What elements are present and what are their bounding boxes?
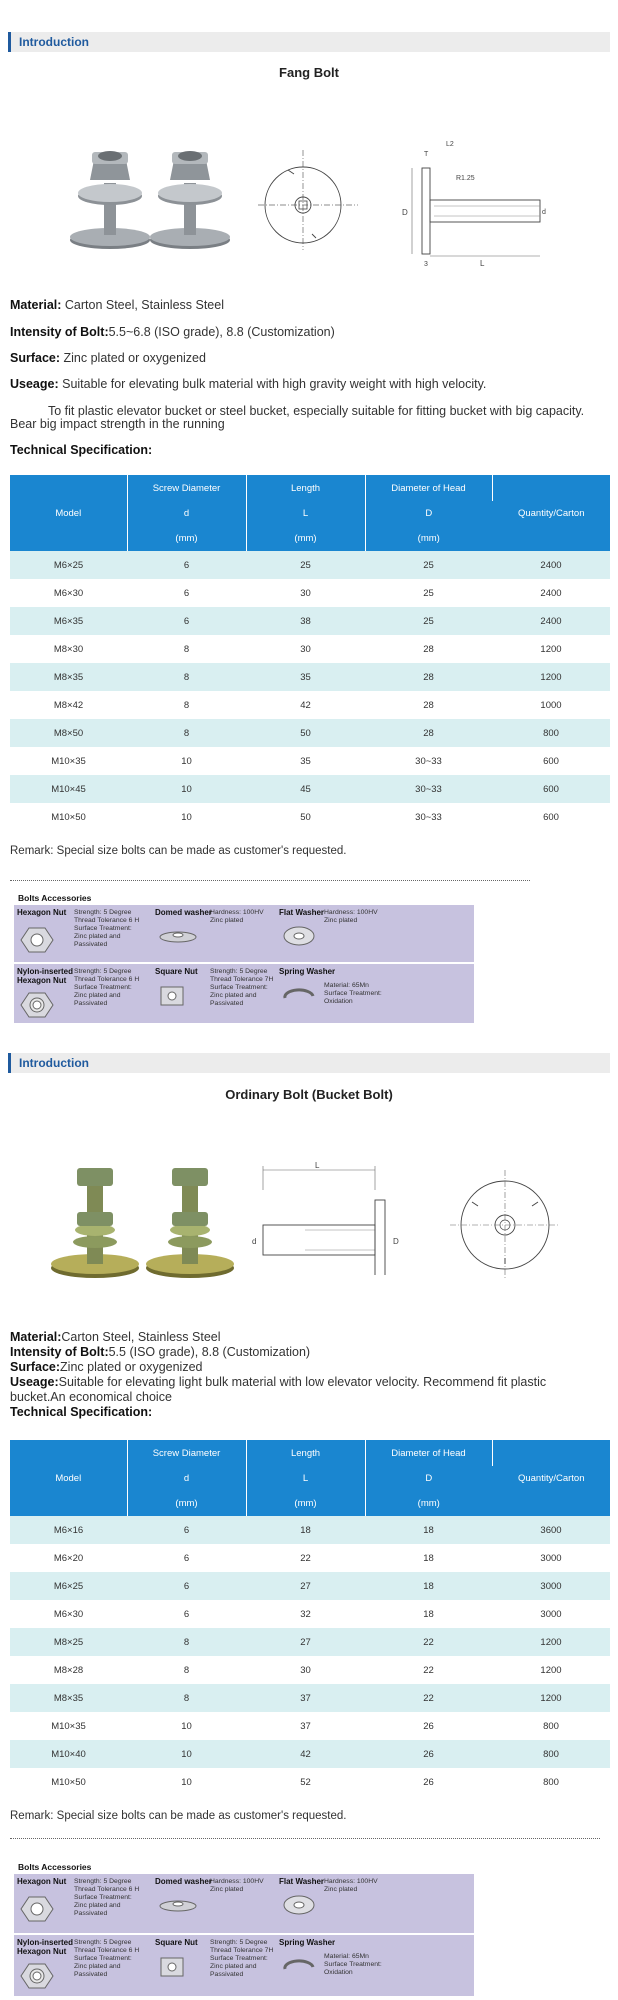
accessory-description [324, 909, 378, 925]
accessory-name: Hexagon Nut [17, 1877, 67, 1886]
accessory-name: Nylon-inserted Hexagon Nut [17, 967, 74, 985]
cell-quantity: 3000 [492, 1600, 610, 1628]
property-useage: Useage:Suitable for elevating light bulk material with low elevator velocity. Recommend fit plastic bucket.An economical choice [10, 1375, 547, 1404]
remark: Remark: Special size bolts can be made as customer's requested. [10, 1810, 347, 1822]
cell-length: 52 [246, 1768, 365, 1796]
accessory-item [14, 1935, 152, 1994]
table-row [10, 1516, 610, 1544]
accessory-description-line: Zinc plated and Passivated [74, 1963, 121, 1978]
cell-head-diameter: 28 [365, 663, 492, 691]
spec-table [10, 475, 610, 831]
accessory-description-line: Thread Tolerance 7H [210, 1947, 274, 1954]
dim-d: d [542, 209, 546, 216]
accessory-description-line: Strength: 5 Degree [74, 1939, 132, 1946]
cell-screw-diameter: 6 [127, 579, 246, 607]
cell-model: M8×35 [10, 663, 127, 691]
cell-length: 27 [246, 1628, 365, 1656]
cell-length: 35 [246, 747, 365, 775]
accessory-description-line: Oxidation [324, 1969, 353, 1976]
cell-quantity: 3000 [492, 1544, 610, 1572]
accessory-description-line: Material: 65Mn [324, 1953, 369, 1960]
accessory-description [74, 1878, 152, 1918]
cell-quantity: 800 [492, 1768, 610, 1796]
cell-screw-diameter: 6 [127, 551, 246, 579]
header-length-unit: (mm) [246, 1491, 365, 1516]
accessory-description [210, 968, 273, 1008]
table-row [10, 1684, 610, 1712]
dim-L: L [315, 1161, 320, 1170]
fang-bolt-photo [60, 138, 240, 258]
cell-head-diameter: 30~33 [365, 803, 492, 831]
accessory-description-line: Strength: 5 Degree [210, 1939, 268, 1946]
cell-model: M6×35 [10, 607, 127, 635]
cell-quantity: 1200 [492, 635, 610, 663]
header-screw-unit: (mm) [127, 526, 246, 551]
accessory-item [276, 1935, 474, 1994]
dim-d: d [252, 1237, 257, 1246]
accessory-description-line: Thread Tolerance 6 H [74, 1947, 140, 1954]
dim-r: R1.25 [456, 175, 475, 182]
cell-model: M6×20 [10, 1544, 127, 1572]
spec-table-body [10, 551, 610, 831]
table-row [10, 719, 610, 747]
domed-washer-icon [158, 925, 198, 950]
table-row [10, 1600, 610, 1628]
property-surface: Surface: Zinc plated or oxygenized [10, 351, 206, 365]
accessories-title: Bolts Accessories [18, 893, 92, 903]
cell-head-diameter: 25 [365, 607, 492, 635]
table-row [10, 635, 610, 663]
cell-head-diameter: 22 [365, 1656, 492, 1684]
cell-screw-diameter: 6 [127, 1572, 246, 1600]
table-row [10, 747, 610, 775]
dim-L: L [480, 259, 485, 268]
cell-screw-diameter: 6 [127, 1544, 246, 1572]
cell-screw-diameter: 10 [127, 1712, 246, 1740]
ordinary-bolt-photo [45, 1160, 245, 1285]
cell-head-diameter: 26 [365, 1712, 492, 1740]
usage-paragraph: To fit plastic elevator bucket or steel bucket, especially suitable for fitting bucket with big capacity. Bear big impact strength in the running [10, 404, 585, 431]
accessory-item [14, 1874, 152, 1935]
accessory-description [74, 909, 152, 949]
accessory-item [152, 1874, 276, 1935]
nylon-hexagon-nut-icon [20, 1961, 54, 1996]
header-quantity: Quantity/Carton [492, 1440, 610, 1516]
table-row [10, 691, 610, 719]
cell-length: 42 [246, 1740, 365, 1768]
accessory-description-line: Passivated [210, 1971, 244, 1978]
table-row [10, 1712, 610, 1740]
cell-screw-diameter: 8 [127, 1656, 246, 1684]
accessory-item [152, 1935, 276, 1994]
cell-quantity: 2400 [492, 551, 610, 579]
dim-D: D [393, 1237, 399, 1246]
cell-head-diameter: 25 [365, 551, 492, 579]
cell-model: M8×30 [10, 635, 127, 663]
ordinary-bolt-top-view [450, 1170, 560, 1280]
header-screw-unit: (mm) [127, 1491, 246, 1516]
cell-screw-diameter: 8 [127, 691, 246, 719]
cell-model: M6×25 [10, 551, 127, 579]
accessory-name: Flat Washer [279, 1877, 325, 1886]
dim-t: T [424, 151, 429, 158]
header-length-unit: (mm) [246, 526, 365, 551]
cell-quantity: 1200 [492, 663, 610, 691]
accessory-description-line: Strength: 5 Degree [74, 909, 132, 916]
accessory-description-line: Zinc plated and Passivated [74, 1902, 121, 1917]
accessory-description-line: Zinc plated [210, 1886, 244, 1893]
cell-quantity: 800 [492, 1712, 610, 1740]
cell-model: M10×50 [10, 803, 127, 831]
cell-head-diameter: 18 [365, 1572, 492, 1600]
table-row [10, 1628, 610, 1656]
accessory-description [324, 982, 382, 1006]
accessory-description [74, 968, 152, 1008]
cell-length: 37 [246, 1712, 365, 1740]
accessory-description-line: Zinc plated and Passivated [74, 933, 121, 948]
accessory-description-line: Hardness: 100HV [324, 1878, 378, 1885]
accessories-title: Bolts Accessories [18, 1862, 92, 1872]
accessory-description-line: Surface Treatment: [74, 1894, 132, 1901]
spring-washer-icon [282, 984, 316, 1011]
cell-length: 32 [246, 1600, 365, 1628]
cell-length: 27 [246, 1572, 365, 1600]
cell-screw-diameter: 6 [127, 1600, 246, 1628]
cell-length: 30 [246, 1656, 365, 1684]
header-head-diameter: Diameter of Head [365, 475, 492, 501]
cell-model: M8×42 [10, 691, 127, 719]
accessory-name: Flat Washer [279, 908, 325, 917]
cell-model: M6×25 [10, 1572, 127, 1600]
header-head-symbol: D [365, 1466, 492, 1491]
remark: Remark: Special size bolts can be made as customer's requested. [10, 845, 347, 857]
cell-screw-diameter: 10 [127, 775, 246, 803]
accessory-description [210, 1939, 273, 1979]
cell-model: M10×50 [10, 1768, 127, 1796]
header-quantity: Quantity/Carton [492, 475, 610, 551]
table-row [10, 803, 610, 831]
spec-table-body [10, 1516, 610, 1796]
accessory-description-line: Hardness: 100HV [210, 909, 264, 916]
spec-table-header [10, 1440, 610, 1516]
cell-head-diameter: 26 [365, 1768, 492, 1796]
fang-bolt-side-view [400, 138, 560, 268]
product-title: Fang Bolt [279, 65, 339, 80]
cell-quantity: 600 [492, 747, 610, 775]
cell-screw-diameter: 8 [127, 663, 246, 691]
table-row [10, 1768, 610, 1796]
ordinary-bolt-right [146, 1168, 234, 1278]
accessory-item [14, 905, 152, 964]
accessory-description-line: Surface Treatment: [74, 1955, 132, 1962]
cell-quantity: 3000 [492, 1572, 610, 1600]
table-row [10, 1544, 610, 1572]
header-head-unit: (mm) [365, 526, 492, 551]
hexagon-nut-icon [20, 925, 54, 960]
header-length: Length [246, 475, 365, 501]
accessory-description [210, 1878, 264, 1894]
accessory-description-line: Hardness: 100HV [210, 1878, 264, 1885]
domed-washer-icon [158, 1894, 198, 1919]
table-row [10, 1656, 610, 1684]
cell-model: M8×28 [10, 1656, 127, 1684]
table-row [10, 551, 610, 579]
header-head-unit: (mm) [365, 1491, 492, 1516]
cell-quantity: 600 [492, 775, 610, 803]
cell-quantity: 2400 [492, 607, 610, 635]
cell-screw-diameter: 6 [127, 607, 246, 635]
square-nut-icon [158, 984, 186, 1013]
accessory-description-line: Zinc plated and [210, 992, 257, 999]
dim-D: D [402, 208, 408, 217]
table-row [10, 1572, 610, 1600]
spec-table-header [10, 475, 610, 551]
cell-length: 38 [246, 607, 365, 635]
accessory-description-line: Zinc plated and [210, 1963, 257, 1970]
cell-model: M6×30 [10, 579, 127, 607]
accessory-description [324, 1878, 378, 1894]
cell-screw-diameter: 10 [127, 1768, 246, 1796]
table-row [10, 663, 610, 691]
header-model: Model [10, 475, 127, 551]
accessory-description-line: Strength: 5 Degree [210, 968, 268, 975]
fang-bolt-right [150, 151, 230, 249]
intro-label: Introduction [19, 1056, 89, 1070]
cell-screw-diameter: 6 [127, 1516, 246, 1544]
cell-model: M10×40 [10, 1740, 127, 1768]
divider [10, 1838, 600, 1839]
cell-length: 25 [246, 551, 365, 579]
cell-length: 22 [246, 1544, 365, 1572]
property-intensity: Intensity of Bolt:5.5 (ISO grade), 8.8 (Customization) [10, 1345, 311, 1359]
spring-washer-icon [282, 1955, 316, 1982]
divider [10, 880, 530, 881]
cell-head-diameter: 28 [365, 691, 492, 719]
accessory-item [14, 964, 152, 1021]
cell-quantity: 800 [492, 719, 610, 747]
cell-screw-diameter: 8 [127, 719, 246, 747]
accessory-description-line: Strength: 5 Degree [74, 968, 132, 975]
accessory-item [276, 905, 474, 964]
accessory-description-line: Strength: 5 Degree [74, 1878, 132, 1885]
cell-head-diameter: 18 [365, 1544, 492, 1572]
nylon-hexagon-nut-icon [20, 990, 54, 1025]
header-screw-symbol: d [127, 1466, 246, 1491]
cell-head-diameter: 18 [365, 1600, 492, 1628]
accessory-description-line: Hardness: 100HV [324, 909, 378, 916]
cell-head-diameter: 30~33 [365, 747, 492, 775]
fang-bolt-left [70, 151, 150, 249]
fang-bolt-top-view [258, 150, 358, 250]
header-head-symbol: D [365, 501, 492, 526]
cell-length: 35 [246, 663, 365, 691]
cell-quantity: 600 [492, 803, 610, 831]
cell-screw-diameter: 8 [127, 635, 246, 663]
accessory-description [74, 1939, 152, 1979]
cell-model: M8×50 [10, 719, 127, 747]
dim-3: 3 [424, 261, 428, 268]
accessory-name: Spring Washer [279, 1938, 336, 1947]
spec-title: Technical Specification: [10, 443, 153, 457]
accessory-description-line: Material: 65Mn [324, 982, 369, 989]
cell-length: 42 [246, 691, 365, 719]
header-length: Length [246, 1440, 365, 1466]
table-row [10, 607, 610, 635]
cell-head-diameter: 28 [365, 719, 492, 747]
product-title: Ordinary Bolt (Bucket Bolt) [225, 1087, 393, 1102]
cell-screw-diameter: 8 [127, 1684, 246, 1712]
cell-head-diameter: 30~33 [365, 775, 492, 803]
accessory-item [152, 964, 276, 1021]
cell-head-diameter: 18 [365, 1516, 492, 1544]
accessory-description-line: Zinc plated and Passivated [74, 992, 121, 1007]
cell-quantity: 800 [492, 1740, 610, 1768]
cell-model: M6×30 [10, 1600, 127, 1628]
accessory-name: Square Nut [155, 967, 198, 976]
accessory-description-line: Surface Treatment: [210, 984, 268, 991]
accessory-name: Hexagon Nut [17, 908, 67, 917]
accessory-description-line: Thread Tolerance 6 H [74, 976, 140, 983]
intro-bar-2 [8, 1053, 610, 1073]
dim-l2: L2 [446, 141, 454, 148]
accessory-description [324, 1953, 382, 1977]
cell-length: 50 [246, 803, 365, 831]
cell-length: 30 [246, 579, 365, 607]
cell-model: M6×16 [10, 1516, 127, 1544]
cell-screw-diameter: 10 [127, 747, 246, 775]
cell-length: 18 [246, 1516, 365, 1544]
accessories-panel [14, 905, 474, 1023]
square-nut-icon [158, 1955, 186, 1984]
accessory-description-line: Thread Tolerance 6 H [74, 1886, 140, 1893]
cell-quantity: 3600 [492, 1516, 610, 1544]
cell-quantity: 1200 [492, 1628, 610, 1656]
property-material: Material:Carton Steel, Stainless Steel [10, 1330, 221, 1344]
flat-washer-icon [282, 1894, 316, 1921]
hexagon-nut-icon [20, 1894, 54, 1929]
accessory-description-line: Zinc plated [324, 917, 358, 924]
accessory-description-line: Surface Treatment: [324, 1961, 382, 1968]
accessory-name: Nylon-inserted Hexagon Nut [17, 1938, 74, 1956]
header-screw-diameter: Screw Diameter [127, 475, 246, 501]
accessory-item [276, 964, 474, 1021]
cell-length: 45 [246, 775, 365, 803]
cell-model: M10×35 [10, 747, 127, 775]
cell-screw-diameter: 10 [127, 803, 246, 831]
cell-screw-diameter: 10 [127, 1740, 246, 1768]
accessory-name: Spring Washer [279, 967, 336, 976]
accessory-description-line: Surface Treatment: [210, 1955, 268, 1962]
table-row [10, 1740, 610, 1768]
accessory-item [152, 905, 276, 964]
accessory-description-line: Thread Tolerance 7H [210, 976, 274, 983]
accessory-description [210, 909, 264, 925]
header-model: Model [10, 1440, 127, 1516]
accessory-description-line: Oxidation [324, 998, 353, 1005]
accessory-description-line: Thread Tolerance 6 H [74, 917, 140, 924]
ordinary-bolt-side-view [225, 1160, 415, 1275]
cell-model: M8×35 [10, 1684, 127, 1712]
property-useage: Useage: Suitable for elevating bulk material with high gravity weight with high velocity. [10, 377, 487, 391]
ordinary-bolt-left [51, 1168, 139, 1278]
cell-quantity: 2400 [492, 579, 610, 607]
header-length-symbol: L [246, 501, 365, 526]
accessory-description-line: Surface Treatment: [324, 990, 382, 997]
cell-quantity: 1200 [492, 1684, 610, 1712]
accessories-panel [14, 1874, 474, 1996]
cell-model: M10×45 [10, 775, 127, 803]
accessory-name: Square Nut [155, 1938, 198, 1947]
spec-title: Technical Specification: [10, 1405, 153, 1419]
table-row [10, 775, 610, 803]
flat-washer-icon [282, 925, 316, 952]
accessory-description-line: Zinc plated [210, 917, 244, 924]
accessory-item [276, 1874, 474, 1935]
table-row [10, 579, 610, 607]
intro-label: Introduction [19, 35, 89, 49]
cell-head-diameter: 25 [365, 579, 492, 607]
property-intensity: Intensity of Bolt:5.5~6.8 (ISO grade), 8.8 (Customization) [10, 325, 335, 339]
cell-length: 30 [246, 635, 365, 663]
accessory-description-line: Passivated [210, 1000, 244, 1007]
accessory-description-line: Surface Treatment: [74, 984, 132, 991]
spec-table [10, 1440, 610, 1796]
cell-quantity: 1000 [492, 691, 610, 719]
intro-bar-1 [8, 32, 610, 52]
header-length-symbol: L [246, 1466, 365, 1491]
header-screw-diameter: Screw Diameter [127, 1440, 246, 1466]
cell-quantity: 1200 [492, 1656, 610, 1684]
accessory-name: Domed washer [155, 1877, 212, 1886]
cell-model: M10×35 [10, 1712, 127, 1740]
cell-head-diameter: 22 [365, 1628, 492, 1656]
accessory-name: Domed washer [155, 908, 212, 917]
property-surface: Surface:Zinc plated or oxygenized [10, 1360, 203, 1374]
header-head-diameter: Diameter of Head [365, 1440, 492, 1466]
property-material: Material: Carton Steel, Stainless Steel [10, 298, 224, 312]
accessory-description-line: Zinc plated [324, 1886, 358, 1893]
header-screw-symbol: d [127, 501, 246, 526]
cell-head-diameter: 28 [365, 635, 492, 663]
accessory-description-line: Surface Treatment: [74, 925, 132, 932]
cell-head-diameter: 22 [365, 1684, 492, 1712]
cell-length: 50 [246, 719, 365, 747]
cell-screw-diameter: 8 [127, 1628, 246, 1656]
cell-head-diameter: 26 [365, 1740, 492, 1768]
cell-length: 37 [246, 1684, 365, 1712]
cell-model: M8×25 [10, 1628, 127, 1656]
